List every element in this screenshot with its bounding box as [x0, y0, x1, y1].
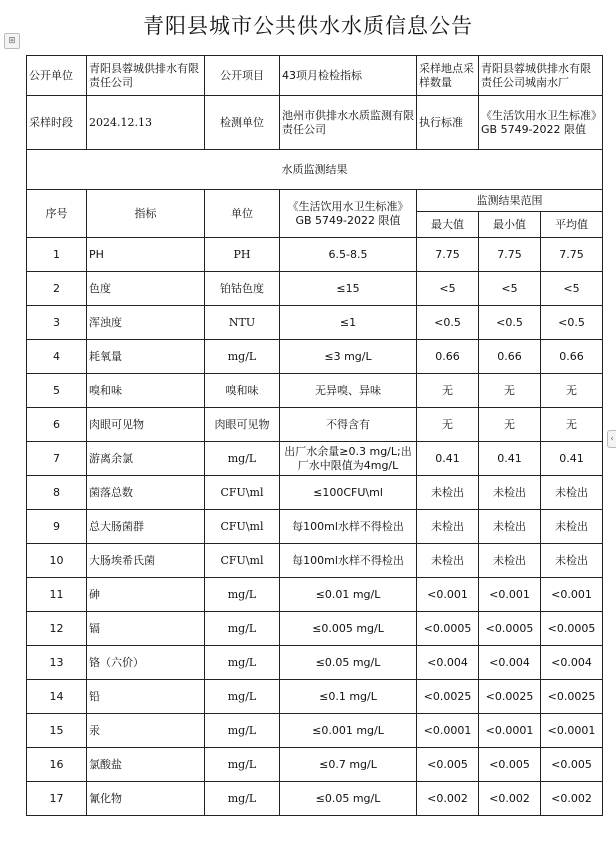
cell-no[interactable]: 15	[27, 714, 87, 748]
cell-min[interactable]: 未检出	[479, 510, 541, 544]
table-row	[27, 578, 603, 612]
cell-max[interactable]: <0.004	[417, 646, 479, 680]
cell-avg[interactable]: 0.41	[541, 442, 603, 476]
cell-max[interactable]: 无	[417, 408, 479, 442]
cell-unit[interactable]: CFU\ml	[205, 544, 280, 578]
cell-min[interactable]: <0.0005	[479, 612, 541, 646]
cell-avg[interactable]: <0.5	[541, 306, 603, 340]
cell-indicator[interactable]: 氯酸盐	[87, 748, 205, 782]
cell-indicator[interactable]: 游离余氯	[87, 442, 205, 476]
cell-max[interactable]: <0.001	[417, 578, 479, 612]
cell-no[interactable]: 2	[27, 272, 87, 306]
info-label-sampling-site: 采样地点采样数量	[417, 56, 479, 96]
cell-indicator[interactable]: 总大肠菌群	[87, 510, 205, 544]
cell-min[interactable]: <5	[479, 272, 541, 306]
cell-unit[interactable]: mg/L	[205, 714, 280, 748]
cell-min[interactable]: <0.0001	[479, 714, 541, 748]
cell-avg[interactable]: <0.0001	[541, 714, 603, 748]
cell-no[interactable]: 10	[27, 544, 87, 578]
cell-limit[interactable]: 出厂水余量≥0.3 mg/L;出厂水中限值为4mg/L	[280, 442, 417, 476]
cell-unit[interactable]: mg/L	[205, 340, 280, 374]
cell-limit[interactable]: ≤0.1 mg/L	[280, 680, 417, 714]
cell-avg[interactable]: <0.002	[541, 782, 603, 816]
table-row	[27, 442, 603, 476]
info-value-standard[interactable]: 《生活饮用水卫生标准》GB 5749-2022 限值	[479, 96, 603, 150]
cell-unit[interactable]: 嗅和味	[205, 374, 280, 408]
cell-min[interactable]: <0.002	[479, 782, 541, 816]
table-row	[27, 306, 603, 340]
cell-indicator[interactable]: 砷	[87, 578, 205, 612]
cell-unit[interactable]: CFU\ml	[205, 476, 280, 510]
cell-limit[interactable]: 6.5-8.5	[280, 238, 417, 272]
cell-max[interactable]: <0.002	[417, 782, 479, 816]
table-row	[27, 680, 603, 714]
cell-limit[interactable]: ≤3 mg/L	[280, 340, 417, 374]
cell-max[interactable]: 0.66	[417, 340, 479, 374]
cell-no[interactable]: 9	[27, 510, 87, 544]
cell-no[interactable]: 16	[27, 748, 87, 782]
section-title: 水质监测结果	[27, 150, 603, 190]
table-row	[27, 510, 603, 544]
cell-avg[interactable]: 无	[541, 374, 603, 408]
cell-unit[interactable]: mg/L	[205, 782, 280, 816]
cell-no[interactable]: 1	[27, 238, 87, 272]
info-row-1	[27, 56, 603, 96]
cell-indicator[interactable]: 肉眼可见物	[87, 408, 205, 442]
page-title: 青阳县城市公共供水水质信息公告	[143, 14, 473, 38]
cell-indicator[interactable]: 汞	[87, 714, 205, 748]
table-row	[27, 544, 603, 578]
cell-no[interactable]: 6	[27, 408, 87, 442]
cell-min[interactable]: 7.75	[479, 238, 541, 272]
cell-unit[interactable]: NTU	[205, 306, 280, 340]
cell-indicator[interactable]: 耗氧量	[87, 340, 205, 374]
table-move-handle-icon[interactable]: ⊞	[4, 33, 20, 49]
table-row	[27, 340, 603, 374]
cell-indicator[interactable]: 铬（六价）	[87, 646, 205, 680]
cell-avg[interactable]: 未检出	[541, 510, 603, 544]
info-label-standard: 执行标准	[417, 96, 479, 150]
cell-min[interactable]: 未检出	[479, 476, 541, 510]
cell-unit[interactable]: mg/L	[205, 442, 280, 476]
cell-unit[interactable]: PH	[205, 238, 280, 272]
cell-unit[interactable]: 肉眼可见物	[205, 408, 280, 442]
cell-unit[interactable]: mg/L	[205, 748, 280, 782]
cell-limit[interactable]: ≤0.05 mg/L	[280, 646, 417, 680]
cell-avg[interactable]: <5	[541, 272, 603, 306]
cell-limit[interactable]: ≤0.005 mg/L	[280, 612, 417, 646]
cell-unit[interactable]: mg/L	[205, 680, 280, 714]
cell-min[interactable]: 无	[479, 408, 541, 442]
cell-no[interactable]: 8	[27, 476, 87, 510]
cell-min[interactable]: <0.5	[479, 306, 541, 340]
cell-limit[interactable]: ≤0.001 mg/L	[280, 714, 417, 748]
cell-min[interactable]: 0.41	[479, 442, 541, 476]
cell-min[interactable]: 无	[479, 374, 541, 408]
cell-max[interactable]: 0.41	[417, 442, 479, 476]
cell-limit[interactable]: ≤0.05 mg/L	[280, 782, 417, 816]
header-indicator: 指标	[87, 190, 205, 238]
cell-indicator[interactable]: 铅	[87, 680, 205, 714]
cell-unit[interactable]: 铂钴色度	[205, 272, 280, 306]
cell-limit[interactable]: 不得含有	[280, 408, 417, 442]
table-row	[27, 408, 603, 442]
cell-max[interactable]: <0.0025	[417, 680, 479, 714]
table-row	[27, 272, 603, 306]
header-limit: 《生活饮用水卫生标准》GB 5749-2022 限值	[280, 190, 417, 238]
cell-limit[interactable]: 每100ml水样不得检出	[280, 510, 417, 544]
header-row-1	[27, 190, 603, 212]
cell-no[interactable]: 11	[27, 578, 87, 612]
cell-max[interactable]: <5	[417, 272, 479, 306]
cell-max[interactable]: <0.0005	[417, 612, 479, 646]
cell-indicator[interactable]: PH	[87, 238, 205, 272]
cell-avg[interactable]: 未检出	[541, 476, 603, 510]
cell-limit[interactable]: ≤0.01 mg/L	[280, 578, 417, 612]
cell-unit[interactable]: CFU\ml	[205, 510, 280, 544]
cell-no[interactable]: 3	[27, 306, 87, 340]
cell-limit[interactable]: ≤0.7 mg/L	[280, 748, 417, 782]
section-title-row	[27, 150, 603, 190]
info-row-2	[27, 96, 603, 150]
cell-max[interactable]: 未检出	[417, 544, 479, 578]
cell-no[interactable]: 4	[27, 340, 87, 374]
table-row	[27, 748, 603, 782]
table-row	[27, 612, 603, 646]
info-value-testing-unit[interactable]: 池州市供排水水质监测有限责任公司	[280, 96, 417, 150]
table-row	[27, 374, 603, 408]
cell-max[interactable]: <0.5	[417, 306, 479, 340]
cell-min[interactable]: 未检出	[479, 544, 541, 578]
info-label-publisher: 公开单位	[27, 56, 87, 96]
info-label-testing-unit: 检测单位	[205, 96, 280, 150]
cell-limit[interactable]: ≤15	[280, 272, 417, 306]
cell-avg[interactable]: 无	[541, 408, 603, 442]
table-row	[27, 646, 603, 680]
cell-unit[interactable]: mg/L	[205, 646, 280, 680]
cell-avg[interactable]: 未检出	[541, 544, 603, 578]
page-side-handle-icon[interactable]: ‹	[607, 430, 616, 448]
info-label-sampling-period: 采样时段	[27, 96, 87, 150]
header-max: 最大值	[417, 212, 479, 238]
cell-min[interactable]: 0.66	[479, 340, 541, 374]
cell-max[interactable]: 未检出	[417, 476, 479, 510]
cell-limit[interactable]: ≤1	[280, 306, 417, 340]
cell-no[interactable]: 17	[27, 782, 87, 816]
cell-min[interactable]: <0.0025	[479, 680, 541, 714]
cell-max[interactable]: 7.75	[417, 238, 479, 272]
header-no: 序号	[27, 190, 87, 238]
cell-avg[interactable]: 0.66	[541, 340, 603, 374]
header-range: 监测结果范围	[417, 190, 603, 212]
header-avg: 平均值	[541, 212, 603, 238]
info-value-sampling-site[interactable]: 青阳县蓉城供排水有限责任公司城南水厂	[479, 56, 603, 96]
header-min: 最小值	[479, 212, 541, 238]
cell-no[interactable]: 13	[27, 646, 87, 680]
cell-avg[interactable]: <0.0005	[541, 612, 603, 646]
cell-unit[interactable]: mg/L	[205, 612, 280, 646]
cell-no[interactable]: 12	[27, 612, 87, 646]
cell-no[interactable]: 5	[27, 374, 87, 408]
table-row	[27, 714, 603, 748]
cell-unit[interactable]: mg/L	[205, 578, 280, 612]
cell-no[interactable]: 14	[27, 680, 87, 714]
cell-indicator[interactable]: 浑浊度	[87, 306, 205, 340]
header-unit: 单位	[205, 190, 280, 238]
info-label-project: 公开项目	[205, 56, 280, 96]
cell-indicator[interactable]: 镉	[87, 612, 205, 646]
cell-avg[interactable]: 7.75	[541, 238, 603, 272]
table-row	[27, 782, 603, 816]
cell-max[interactable]: 无	[417, 374, 479, 408]
info-value-sampling-period[interactable]: 2024.12.13	[87, 96, 205, 150]
cell-avg[interactable]: <0.0025	[541, 680, 603, 714]
cell-avg[interactable]: <0.001	[541, 578, 603, 612]
cell-max[interactable]: <0.0001	[417, 714, 479, 748]
cell-max[interactable]: <0.005	[417, 748, 479, 782]
info-value-publisher[interactable]: 青阳县蓉城供排水有限责任公司	[87, 56, 205, 96]
cell-indicator[interactable]: 色度	[87, 272, 205, 306]
cell-no[interactable]: 7	[27, 442, 87, 476]
cell-avg[interactable]: <0.005	[541, 748, 603, 782]
cell-indicator[interactable]: 菌落总数	[87, 476, 205, 510]
table-row	[27, 476, 603, 510]
cell-indicator[interactable]: 氰化物	[87, 782, 205, 816]
water-quality-table	[26, 55, 603, 816]
cell-limit[interactable]: ≤100CFU\ml	[280, 476, 417, 510]
cell-max[interactable]: 未检出	[417, 510, 479, 544]
cell-avg[interactable]: <0.004	[541, 646, 603, 680]
cell-limit[interactable]: 无异嗅、异味	[280, 374, 417, 408]
table-row	[27, 238, 603, 272]
cell-limit[interactable]: 每100ml水样不得检出	[280, 544, 417, 578]
cell-indicator[interactable]: 大肠埃希氏菌	[87, 544, 205, 578]
cell-min[interactable]: <0.004	[479, 646, 541, 680]
info-value-project[interactable]: 43项月检检指标	[280, 56, 417, 96]
cell-min[interactable]: <0.005	[479, 748, 541, 782]
cell-indicator[interactable]: 嗅和味	[87, 374, 205, 408]
cell-min[interactable]: <0.001	[479, 578, 541, 612]
